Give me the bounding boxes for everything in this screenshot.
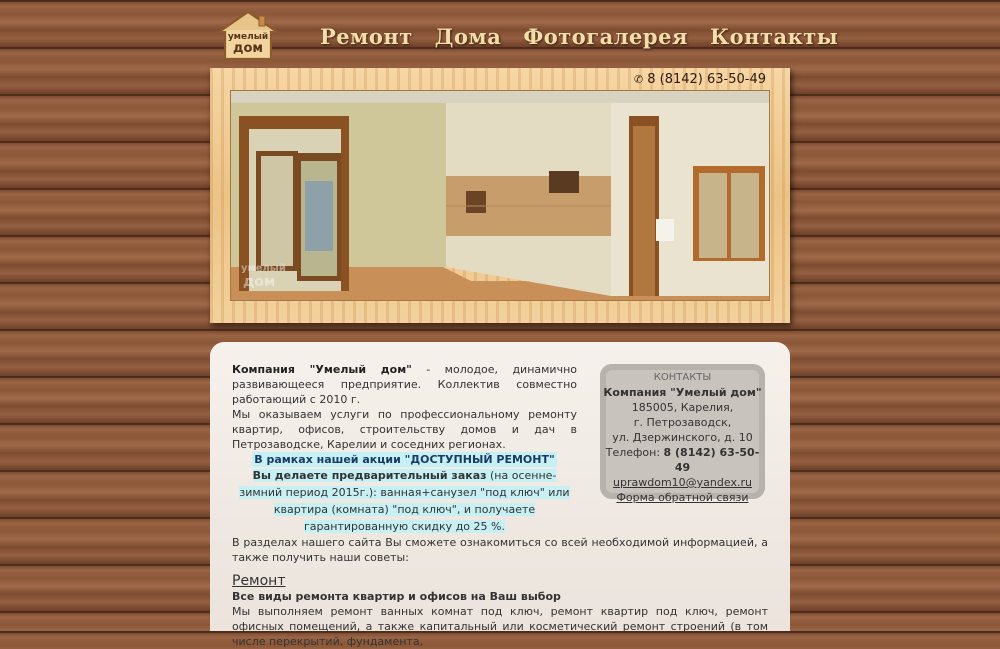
phone-icon: ✆ bbox=[634, 73, 644, 86]
promo-rest: (на осенне-зимний период 2015г.): ванная+санузел "под ключ" или квартира (комната) "под ключ", и получаете гарантированную скидку до 25 %. bbox=[239, 469, 570, 533]
nav-item-gallery[interactable]: Фотогалерея bbox=[523, 24, 688, 49]
nav-item-doma[interactable]: Дома bbox=[434, 24, 502, 49]
promo-title-text: В рамках нашей акции "ДОСТУПНЫЙ РЕМОНТ" bbox=[254, 453, 555, 466]
contacts-email-link[interactable]: uprawdom10@yandex.ru bbox=[613, 476, 752, 489]
contacts-company: Компания "Умелый дом" bbox=[603, 386, 762, 399]
contacts-title: КОНТАКТЫ bbox=[653, 372, 712, 383]
contacts-phone-row bbox=[600, 445, 765, 475]
watermark-bottom: дом bbox=[243, 274, 276, 290]
header-picture-frame bbox=[210, 68, 790, 323]
promo-bold: Вы делаете предварительный заказ bbox=[252, 469, 487, 482]
contacts-phone-label: Телефон: bbox=[605, 446, 661, 459]
intro-paragraph bbox=[232, 362, 577, 407]
remont-heading-link[interactable]: Ремонт bbox=[232, 573, 286, 589]
main-content bbox=[210, 342, 790, 648]
logo-text-top: умелый bbox=[227, 32, 269, 42]
contacts-phone: 8 (8142) 63-50-49 bbox=[663, 446, 760, 474]
main-nav bbox=[320, 24, 860, 49]
sections-text: В разделах нашего сайта Вы сможете ознакомиться со всей необходимой информацией, а также получить наши советы: bbox=[232, 536, 768, 564]
header-phone-number: 8 (8142) 63-50-49 bbox=[647, 72, 766, 87]
feedback-form-link[interactable]: Форма обратной связи bbox=[616, 491, 749, 504]
contacts-box bbox=[600, 364, 765, 504]
interior-illustration bbox=[231, 91, 769, 300]
remont-subheading: Все виды ремонта квартир и офисов на Ваш выбор bbox=[232, 590, 561, 603]
intro-services: Мы оказываем услуги по профессиональному ремонту квартир, офисов, строительству домов и дач в Петрозаводске, Карелии и соседних регионах. bbox=[232, 408, 577, 451]
logo[interactable] bbox=[217, 10, 279, 60]
header-phone bbox=[634, 72, 766, 87]
promo-title bbox=[232, 452, 577, 467]
nav-item-contacts[interactable]: Контакты bbox=[709, 24, 839, 49]
contacts-street: ул. Дзержинского, д. 10 bbox=[612, 431, 753, 444]
remont-text: Мы выполняем ремонт ванных комнат под ключ, ремонт квартир под ключ, ремонт офисных помещений, а также капитальный или косметический ремонт строений (в том числе перекрытий, фундамента, bbox=[232, 605, 768, 648]
promo-body bbox=[232, 467, 577, 535]
intro-company: Компания "Умелый дом" bbox=[232, 363, 412, 376]
logo-text-bottom: дом bbox=[232, 41, 264, 56]
intro-rest: - молодое, динамично развивающееся предприятие. Коллектив совместно работающий с 2010 г. bbox=[232, 363, 577, 406]
contacts-city: г. Петрозаводск, bbox=[633, 416, 732, 429]
interior-photo bbox=[230, 90, 770, 301]
nav-item-remont[interactable]: Ремонт bbox=[320, 24, 413, 49]
watermark-top: умелый bbox=[241, 263, 286, 274]
contacts-postal: 185005, Карелия, bbox=[631, 401, 734, 414]
